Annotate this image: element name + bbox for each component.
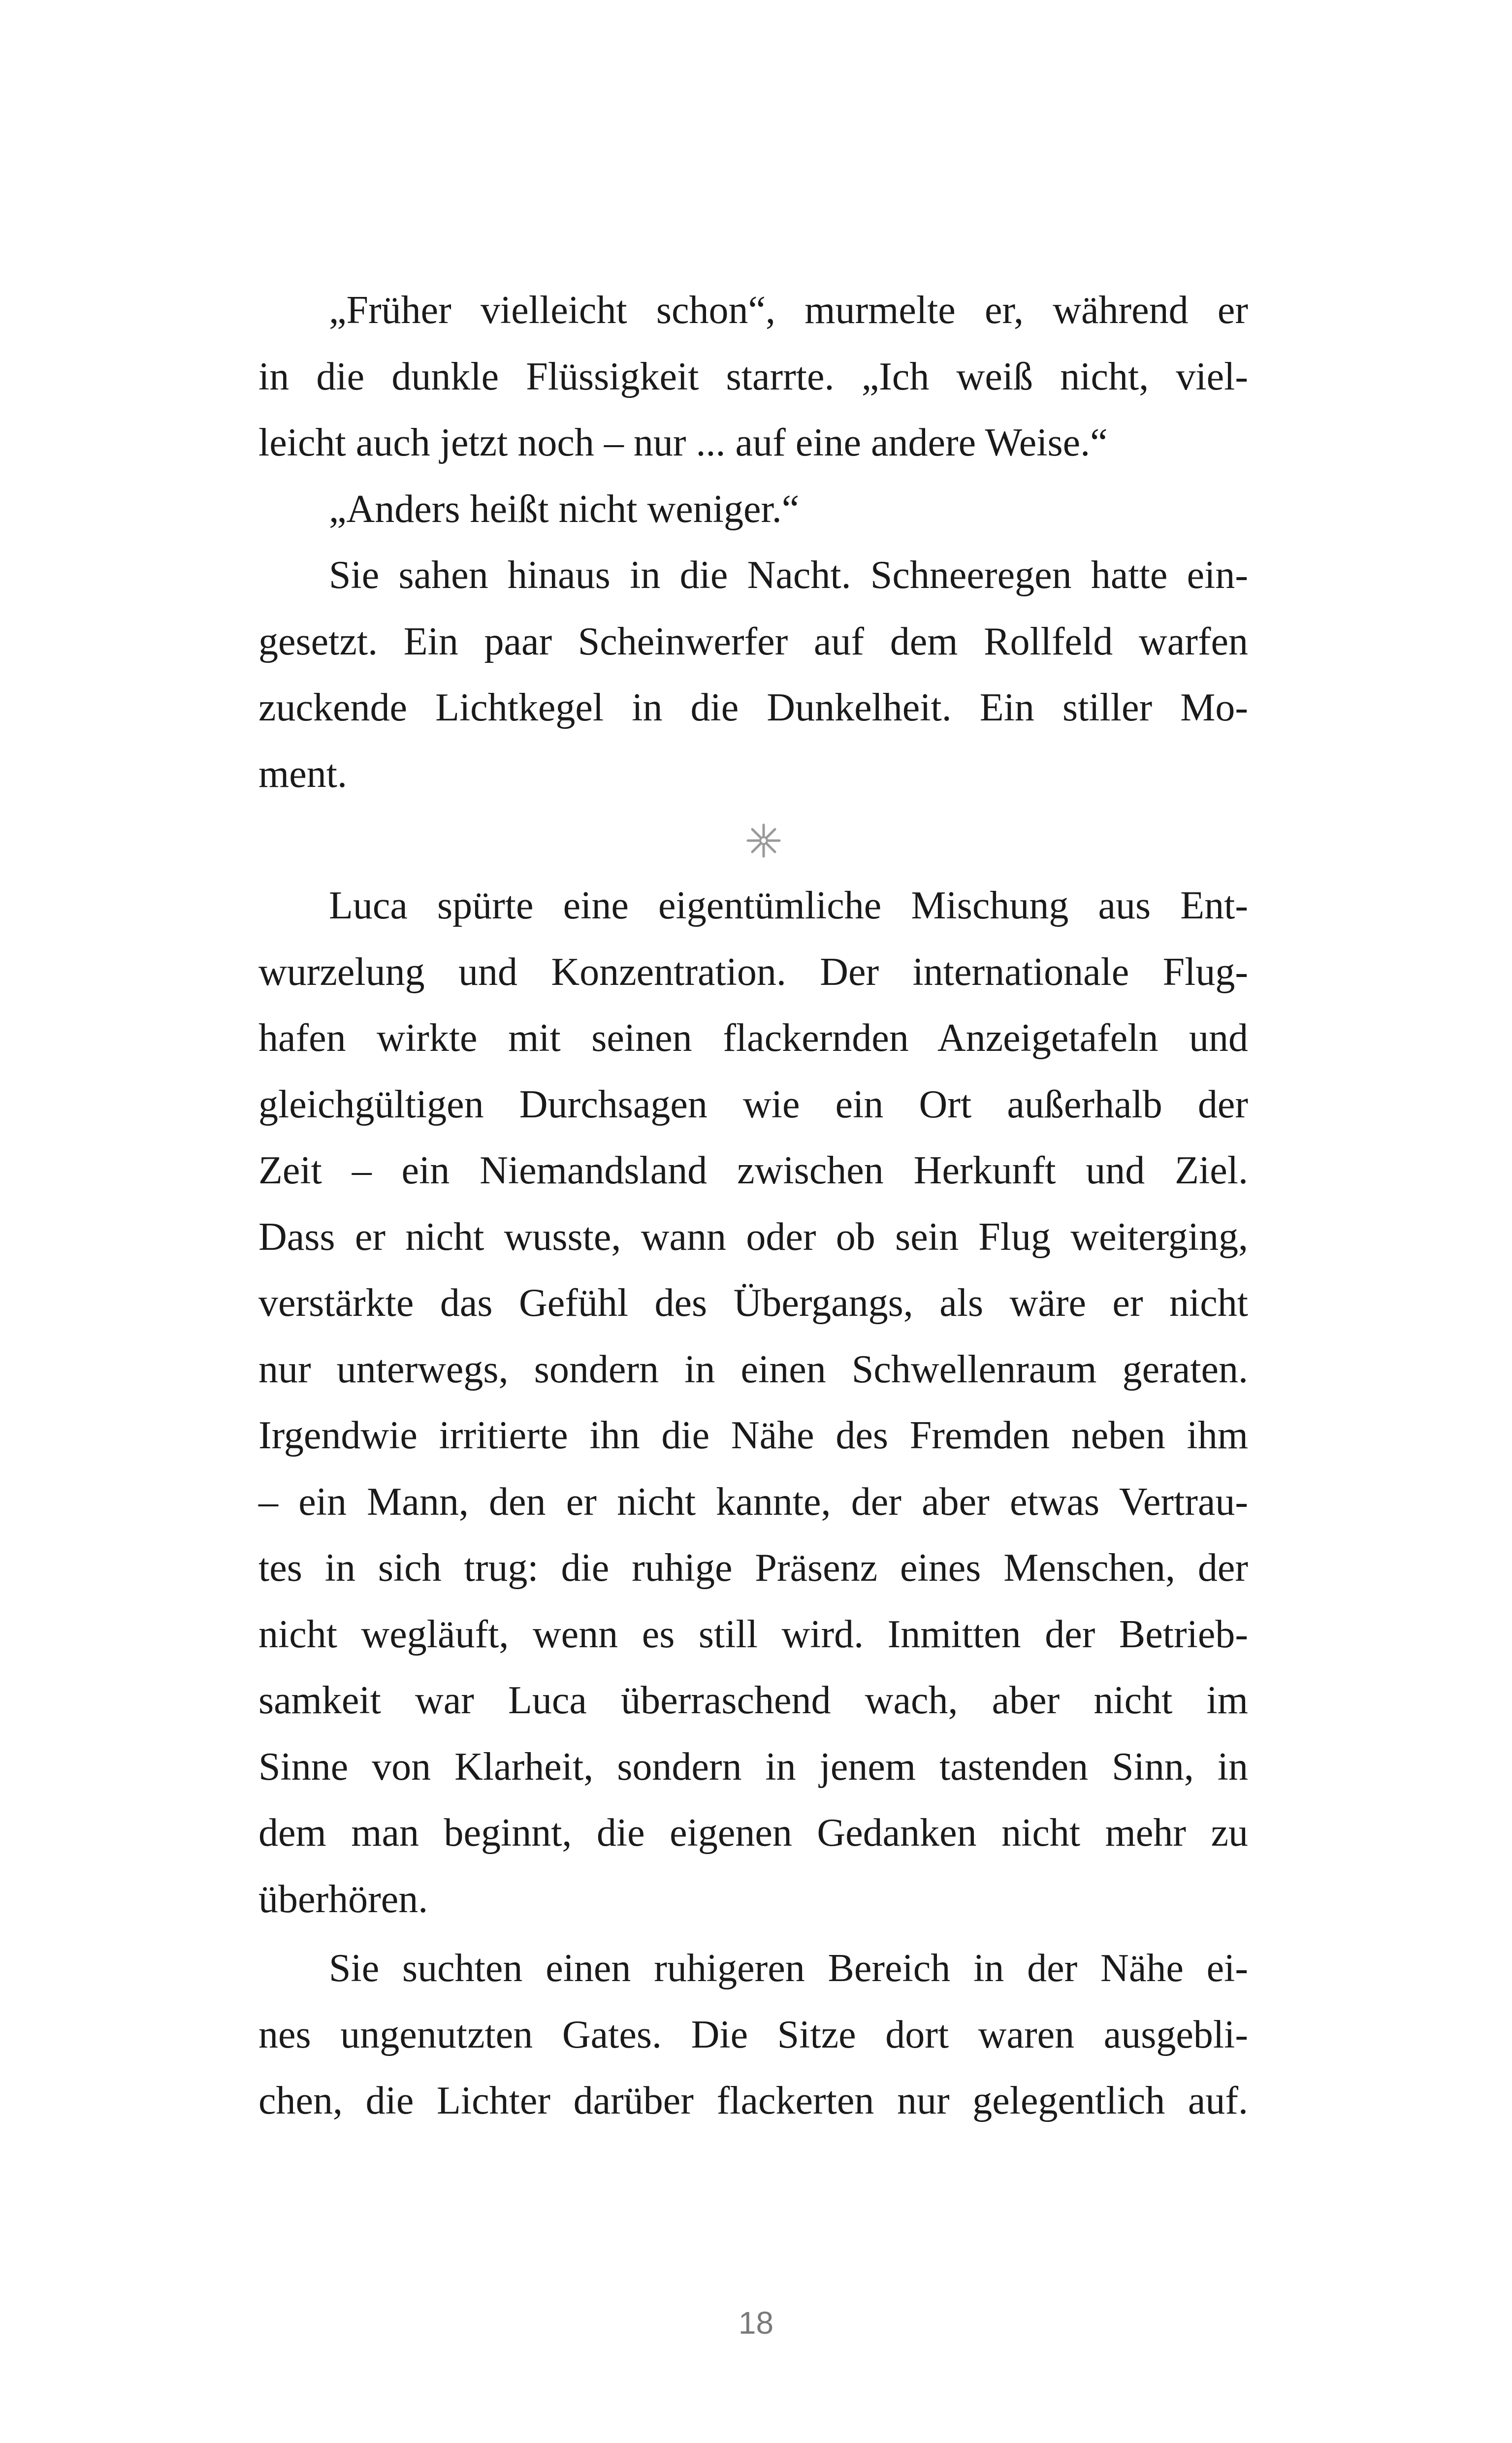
text-block-1 [258,277,1248,807]
page-number: 18 [738,2305,774,2341]
text-line: leicht auch jetzt noch – nur ... auf eine andere Weise.“ [258,421,1108,464]
text-block-2 [258,873,1248,1932]
text-line: zuckende Lichtkegel in die Dunkelheit. Ein stiller Mo- [258,686,1248,729]
text-line: nur unterwegs, sondern in einen Schwellenraum geraten. [258,1347,1248,1391]
text-line: Sie sahen hinaus in die Nacht. Schneeregen hatte ein- [329,554,1248,597]
text-line: ment. [258,752,347,796]
text-block-3 [258,1935,1248,2134]
text-line: nes ungenutzten Gates. Die Sitze dort waren ausgebli- [258,2013,1248,2056]
text-line: samkeit war Luca überraschend wach, aber nicht im [258,1679,1248,1722]
text-line: Sinne von Klarheit, sondern in jenem tastenden Sinn, in [258,1745,1248,1789]
text-line: – ein Mann, den er nicht kannte, der aber etwas Vertrau- [258,1480,1248,1524]
asterisk-flower-icon [745,822,782,859]
text-line: Dass er nicht wusste, wann oder ob sein Flug weiterging, [258,1215,1248,1259]
text-line: verstärkte das Gefühl des Übergangs, als wäre er nicht [258,1281,1248,1325]
text-line: Sie suchten einen ruhigeren Bereich in der Nähe ei- [329,1947,1248,1990]
text-line: Irgendwie irritierte ihn die Nähe des Fremden neben ihm [258,1414,1248,1457]
text-line: gesetzt. Ein paar Scheinwerfer auf dem Rollfeld warfen [258,619,1248,663]
text-line: chen, die Lichter darüber flackerten nur gelegentlich auf. [258,2079,1248,2122]
text-line: tes in sich trug: die ruhige Präsenz eines Menschen, der [258,1546,1248,1590]
text-line: überhören. [258,1877,428,1921]
text-line: nicht wegläuft, wenn es still wird. Inmitten der Betrieb- [258,1612,1248,1656]
text-line: „Anders heißt nicht weniger.“ [329,487,800,531]
text-line: gleichgültigen Durchsagen wie ein Ort außerhalb der [258,1082,1248,1126]
text-line: in die dunkle Flüssigkeit starrte. „Ich weiß nicht, viel- [258,355,1248,398]
text-line: Zeit – ein Niemandsland zwischen Herkunft und Ziel. [258,1149,1248,1192]
text-line: Luca spürte eine eigentümliche Mischung aus Ent- [329,884,1248,927]
text-line: dem man beginnt, die eigenen Gedanken nicht mehr zu [258,1811,1248,1855]
text-line: wurzelung und Konzentration. Der internationale Flug- [258,950,1248,994]
text-line: „Früher vielleicht schon“, murmelte er, während er [329,289,1248,332]
text-line: hafen wirkte mit seinen flackernden Anzeigetafeln und [258,1016,1248,1060]
